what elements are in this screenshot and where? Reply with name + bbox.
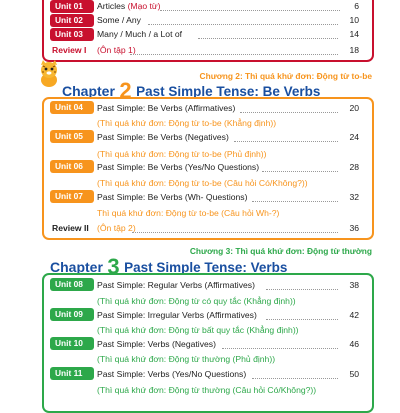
unit-03-title[interactable]: Many / Much / a Lot of bbox=[97, 29, 183, 39]
review-2-page: 36 bbox=[349, 223, 359, 233]
unit-07-page: 32 bbox=[349, 192, 359, 202]
unit-08-title[interactable]: Past Simple: Regular Verbs (Affirmatives) bbox=[97, 280, 255, 290]
chapter2-title: Past Simple Tense: Be Verbs bbox=[136, 84, 321, 99]
chapter3-subtitle: Chương 3: Thì quá khứ đơn: Động từ thường bbox=[189, 246, 372, 256]
unit-10-note: (Thì quá khứ đơn: Động từ thường (Phủ định)) bbox=[97, 354, 276, 364]
unit-01-title[interactable]: Articles (Mạo từ) bbox=[97, 1, 161, 11]
unit-04-note: (Thì quá khứ đơn: Động từ to-be (Khẳng định)) bbox=[97, 118, 277, 128]
unit-10-tag: Unit 10 bbox=[50, 337, 94, 350]
unit-08-leader bbox=[266, 289, 338, 290]
unit-08-tag: Unit 08 bbox=[50, 278, 94, 291]
unit-06-title[interactable]: Past Simple: Be Verbs (Yes/No Questions) bbox=[97, 162, 260, 172]
unit-05-tag: Unit 05 bbox=[50, 130, 94, 143]
review-1-title[interactable]: (Ôn tập 1) bbox=[97, 45, 136, 55]
unit-01-page: 6 bbox=[354, 1, 359, 11]
unit-05-note: (Thì quá khứ đơn: Động từ to-be (Phủ định)) bbox=[97, 149, 267, 159]
unit-09-note: (Thì quá khứ đơn: Động từ bất quy tắc (Khẳng định)) bbox=[97, 325, 299, 335]
review-1-leader bbox=[130, 54, 338, 55]
unit-10-title[interactable]: Past Simple: Verbs (Negatives) bbox=[97, 339, 216, 349]
chapter2-subtitle: Chương 2: Thì quá khứ đơn: Động từ to-be bbox=[199, 71, 372, 81]
unit-05-leader bbox=[234, 141, 338, 142]
unit-04-title[interactable]: Past Simple: Be Verbs (Affirmatives) bbox=[97, 103, 236, 113]
unit-09-leader bbox=[266, 319, 338, 320]
tiger-mascot-icon bbox=[36, 60, 62, 88]
chapter2-word: Chapter bbox=[62, 83, 115, 99]
unit-08-note: (Thì quá khứ đơn: Động từ có quy tắc (Khẳng định)) bbox=[97, 296, 296, 306]
unit-07-tag: Unit 07 bbox=[50, 190, 94, 203]
unit-04-tag: Unit 04 bbox=[50, 101, 94, 114]
unit-04-page: 20 bbox=[349, 103, 359, 113]
review-2-leader bbox=[132, 232, 338, 233]
review-2-title[interactable]: (Ôn tập 2) bbox=[97, 223, 136, 233]
unit-08-page: 38 bbox=[349, 280, 359, 290]
unit-07-title[interactable]: Past Simple: Be Verbs (Wh- Questions) bbox=[97, 192, 248, 202]
unit-11-title[interactable]: Past Simple: Verbs (Yes/No Questions) bbox=[97, 369, 247, 379]
review-1-page: 18 bbox=[349, 45, 359, 55]
unit-09-page: 42 bbox=[349, 310, 359, 320]
unit-09-title[interactable]: Past Simple: Irregular Verbs (Affirmatives) bbox=[97, 310, 257, 320]
unit-10-leader bbox=[222, 348, 338, 349]
unit-11-note: (Thì quá khứ đơn: Động từ thường (Câu hỏi Có/Không?)) bbox=[97, 385, 317, 395]
unit-03-leader bbox=[198, 38, 338, 39]
chapter3-title: Past Simple Tense: Verbs bbox=[124, 260, 288, 275]
unit-11-page: 50 bbox=[349, 369, 359, 379]
review-2-label: Review II bbox=[52, 223, 89, 233]
unit-06-page: 28 bbox=[349, 162, 359, 172]
unit-01-tag: Unit 01 bbox=[50, 0, 94, 13]
unit-03-page: 14 bbox=[349, 29, 359, 39]
unit-02-tag: Unit 02 bbox=[50, 14, 94, 27]
unit-11-tag: Unit 11 bbox=[50, 367, 94, 380]
review-1-label: Review I bbox=[52, 45, 87, 55]
unit-05-title[interactable]: Past Simple: Be Verbs (Negatives) bbox=[97, 132, 229, 142]
unit-03-tag: Unit 03 bbox=[50, 28, 94, 41]
unit-05-page: 24 bbox=[349, 132, 359, 142]
unit-02-leader bbox=[148, 24, 338, 25]
unit-10-page: 46 bbox=[349, 339, 359, 349]
unit-07-note: Thì quá khứ đơn: Động từ to-be (Câu hỏi Wh-?) bbox=[97, 208, 280, 218]
unit-09-tag: Unit 09 bbox=[50, 308, 94, 321]
unit-06-tag: Unit 06 bbox=[50, 160, 94, 173]
unit-06-note: (Thì quá khứ đơn: Động từ to-be (Câu hỏi Có/Không?)) bbox=[97, 178, 308, 188]
unit-07-leader bbox=[252, 201, 338, 202]
chapter2-number: 2 bbox=[119, 78, 132, 103]
unit-06-leader bbox=[262, 171, 338, 172]
chapter3-word: Chapter bbox=[50, 259, 103, 275]
unit-02-title[interactable]: Some / Any bbox=[97, 15, 141, 25]
unit-04-leader bbox=[240, 112, 338, 113]
unit-02-page: 10 bbox=[349, 15, 359, 25]
chapter3-number: 3 bbox=[107, 254, 120, 279]
unit-11-leader bbox=[252, 378, 338, 379]
unit-01-leader bbox=[160, 10, 340, 11]
